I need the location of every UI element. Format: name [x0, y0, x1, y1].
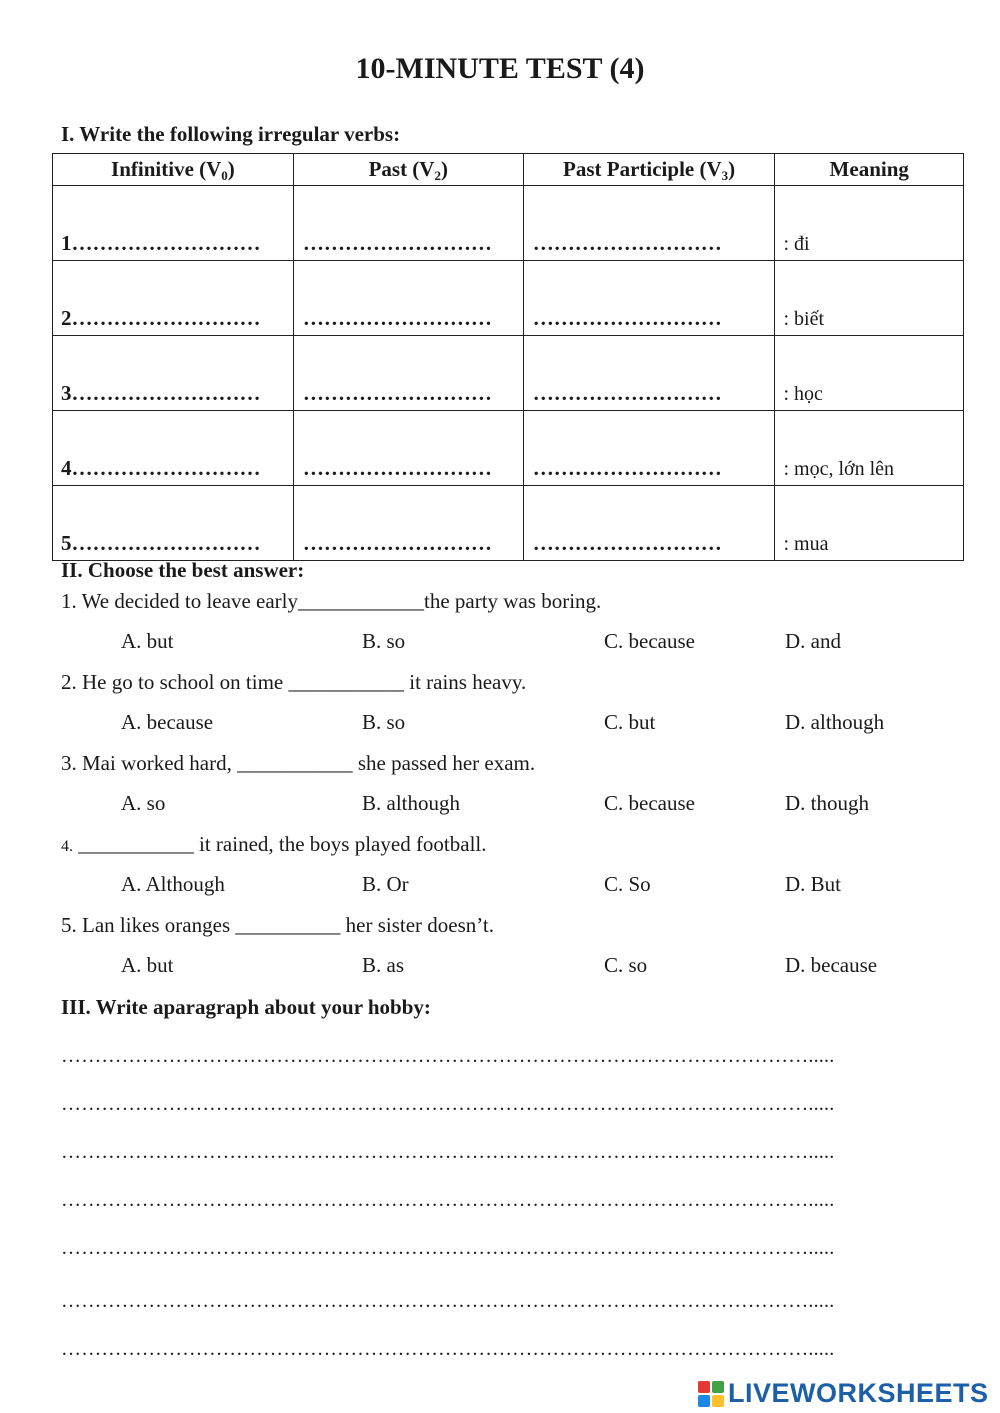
option-c[interactable]: C. because [604, 629, 695, 653]
table-row [53, 336, 964, 411]
question-text-before: Mai worked hard, [82, 751, 238, 775]
past-input[interactable]: ……………………… [293, 186, 523, 261]
question-text-before: We decided to leave early [81, 589, 298, 613]
liveworksheets-logo [698, 1378, 989, 1409]
meaning-cell: : học [775, 336, 964, 411]
question-number: 3. [61, 751, 77, 775]
option-d[interactable]: D. though [785, 791, 869, 815]
logo-square-blue [698, 1395, 710, 1407]
question-text-after: it rained, the boys played football. [193, 832, 487, 856]
option-c[interactable]: C. So [604, 872, 651, 896]
option-a[interactable]: A. but [121, 629, 174, 653]
past-participle-input[interactable]: ……………………… [523, 336, 775, 411]
writing-line[interactable]: …………………………………………………………………………………………………..... [61, 1338, 835, 1360]
option-a[interactable]: A. Although [121, 872, 225, 896]
option-c[interactable]: C. so [604, 953, 648, 977]
section-1-heading: I. Write the following irregular verbs: [61, 122, 401, 146]
meaning-cell: : mua [775, 486, 964, 561]
option-b[interactable]: B. Or [362, 872, 409, 896]
writing-line[interactable]: …………………………………………………………………………………………………..... [61, 1237, 835, 1259]
answer-blank[interactable]: ___________ [78, 832, 194, 856]
option-d[interactable]: D. But [785, 872, 842, 896]
infinitive-input[interactable]: 3……………………… [53, 336, 294, 411]
question-text-before: He go to school on time [82, 670, 289, 694]
question-number: 2. [61, 670, 77, 694]
question-text-after: the party was boring. [423, 589, 602, 613]
column-header-meaning: Meaning [775, 154, 964, 186]
section-3-heading: III. Write aparagraph about your hobby: [61, 995, 431, 1019]
writing-line[interactable]: …………………………………………………………………………………………………..... [61, 1093, 835, 1115]
option-d[interactable]: D. although [785, 710, 885, 734]
logo-square-green [712, 1381, 724, 1393]
option-a[interactable]: A. so [121, 791, 166, 815]
option-c[interactable]: C. because [604, 791, 695, 815]
past-participle-input[interactable]: ……………………… [523, 486, 775, 561]
option-a[interactable]: A. because [121, 710, 214, 734]
logo-text: LIVEWORKSHEETS [728, 1378, 989, 1408]
past-input[interactable]: ……………………… [293, 486, 523, 561]
table-header-row [53, 154, 964, 186]
option-b[interactable]: B. as [362, 953, 404, 977]
table-row [53, 186, 964, 261]
question-3 [61, 751, 535, 776]
past-participle-input[interactable]: ……………………… [523, 411, 775, 486]
logo-square-red [698, 1381, 710, 1393]
question-number: 4. [61, 838, 73, 855]
question-5 [61, 913, 494, 938]
page-title: 10-MINUTE TEST (4) [355, 52, 645, 85]
table-row [53, 261, 964, 336]
question-number: 5. [61, 913, 77, 937]
answer-blank[interactable]: ___________ [237, 751, 353, 775]
answer-blank[interactable]: __________ [235, 913, 341, 937]
column-header-past: Past $(V_2)$ [293, 154, 523, 186]
question-number: 1. [61, 589, 77, 613]
logo-square-yellow [712, 1395, 724, 1407]
infinitive-input[interactable]: 5……………………… [53, 486, 294, 561]
option-d[interactable]: D. because [785, 953, 878, 977]
logo-mark-icon [698, 1381, 724, 1407]
past-participle-input[interactable]: ……………………… [523, 186, 775, 261]
option-d[interactable]: D. and [785, 629, 841, 653]
writing-line[interactable]: …………………………………………………………………………………………………..... [61, 1290, 835, 1312]
writing-line[interactable]: …………………………………………………………………………………………………..... [61, 1189, 835, 1211]
column-header-past-participle: Past Participle $(V_3)$ [523, 154, 775, 186]
question-text-after: she passed her exam. [352, 751, 536, 775]
question-2 [61, 670, 526, 695]
question-1 [61, 589, 601, 614]
option-c[interactable]: C. but [604, 710, 656, 734]
meaning-cell: : biết [775, 261, 964, 336]
answer-blank[interactable]: ___________ [288, 670, 404, 694]
option-b[interactable]: B. although [362, 791, 460, 815]
table-row [53, 411, 964, 486]
option-a[interactable]: A. but [121, 953, 174, 977]
past-input[interactable]: ……………………… [293, 261, 523, 336]
question-4 [61, 832, 487, 857]
question-text-before: Lan likes oranges [82, 913, 236, 937]
infinitive-input[interactable]: 1……………………… [53, 186, 294, 261]
question-text-after: it rains heavy. [403, 670, 527, 694]
section-2-heading: II. Choose the best answer: [61, 558, 305, 582]
writing-line[interactable]: …………………………………………………………………………………………………..... [61, 1141, 835, 1163]
past-input[interactable]: ……………………… [293, 411, 523, 486]
past-input[interactable]: ……………………… [293, 336, 523, 411]
past-participle-input[interactable]: ……………………… [523, 261, 775, 336]
meaning-cell: : đi [775, 186, 964, 261]
question-text-after: her sister doesn’t. [340, 913, 494, 937]
answer-blank[interactable]: ____________ [297, 589, 424, 613]
table-row [53, 486, 964, 561]
meaning-cell: : mọc, lớn lên [775, 411, 964, 486]
writing-line[interactable]: …………………………………………………………………………………………………..... [61, 1045, 835, 1067]
column-header-infinitive: Infinitive $(V_0)$ [53, 154, 294, 186]
irregular-verbs-table [52, 153, 964, 561]
infinitive-input[interactable]: 4……………………… [53, 411, 294, 486]
option-b[interactable]: B. so [362, 710, 406, 734]
option-b[interactable]: B. so [362, 629, 406, 653]
infinitive-input[interactable]: 2……………………… [53, 261, 294, 336]
